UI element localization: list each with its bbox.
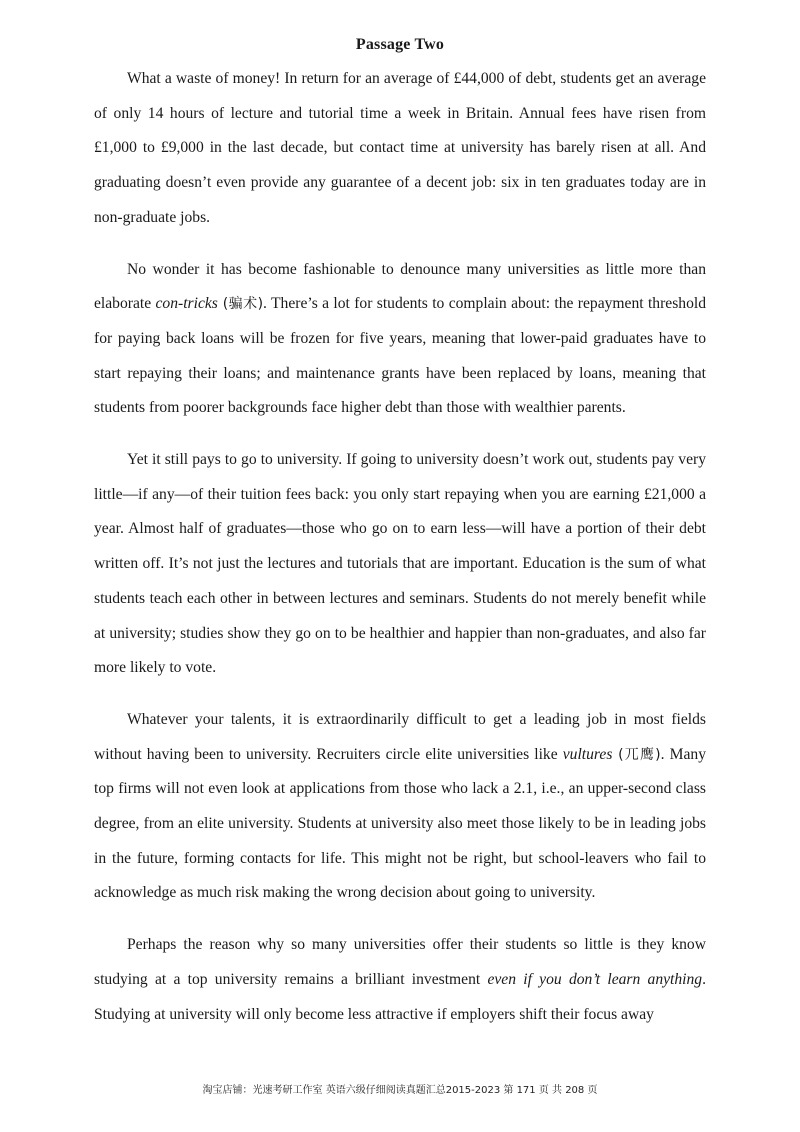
passage-title: Passage Two — [355, 36, 445, 53]
chinese-gloss: (骗术) — [217, 296, 264, 313]
paragraph-text: Yet it still pays to go to university. If going to university doesn’t work out, students pay very little—if any—of their tuition fees back: you only start repaying when you are earning £21,000 a year. Almost half of graduates—those who go on to earn less—will have a portion of their debt written off. It’s not just the lectures and tutorials that are important. Education is the sum of what students teach each other in between lectures and seminars. Students do not merely benefit while at university; studies show they go on to be healthier and happier than non-graduates, and also far more likely to vote. — [94, 451, 706, 677]
paragraph-text: No wonder it has become fashionable to denounce many universities as little more than elaborate — [94, 260, 706, 313]
italic-term: vultures — [562, 745, 613, 763]
document-page — [94, 36, 706, 1049]
paragraph-3 — [94, 443, 706, 686]
paragraph-text: What a waste of money! In return for an average of £44,000 of debt, students get an average of only 14 hours of lecture and tutorial time a week in Britain. Annual fees have risen from £1,000 to £9,000 in the last decade, but contact time at university has barely risen at all. And graduating doesn’t even provide any guarantee of a decent job: six in ten graduates today are in non-graduate jobs. — [94, 70, 706, 226]
chinese-gloss: (兀鹰) — [612, 746, 661, 763]
paragraph-1 — [94, 62, 706, 236]
paragraph-text: . There’s a lot for students to complain about: the repayment threshold for paying back loans will be frozen for five years, meaning that lower-paid graduates have to start repaying their loans; and maintenance grants have been replaced by loans, meaning that students from poorer backgrounds face higher debt than those with wealthier parents. — [94, 295, 706, 417]
paragraph-text: . Many top firms will not even look at applications from those who lack a 2.1, i.e., an upper-second class degree, from an elite university. Students at university also meet those likely to be in leading jobs in the future, forming contacts for life. This might not be right, but school-leavers who fail to acknowledge as much risk making the wrong decision about going to university. — [94, 745, 706, 902]
paragraph-text: Perhaps the reason why so many universities offer their students so little is they know studying at a top university remains a brilliant investment — [94, 936, 706, 988]
paragraph-5 — [94, 928, 706, 1032]
italic-term: con-tricks — [155, 295, 218, 313]
page-footer: 淘宝店铺：光速考研工作室 英语六级仔细阅读真题汇总2015-2023 第 171 页 共 208 页 — [202, 1085, 598, 1096]
paragraph-text: . Studying at university will only become less attractive if employers shift their focus away — [94, 970, 707, 1023]
paragraph-4 — [94, 703, 706, 911]
italic-phrase: even if you don’t learn anything — [487, 970, 703, 988]
paragraph-2 — [94, 253, 706, 427]
paragraph-text: Whatever your talents, it is extraordinarily difficult to get a leading job in most fields without having been to university. Recruiters circle elite universities like — [94, 710, 706, 763]
